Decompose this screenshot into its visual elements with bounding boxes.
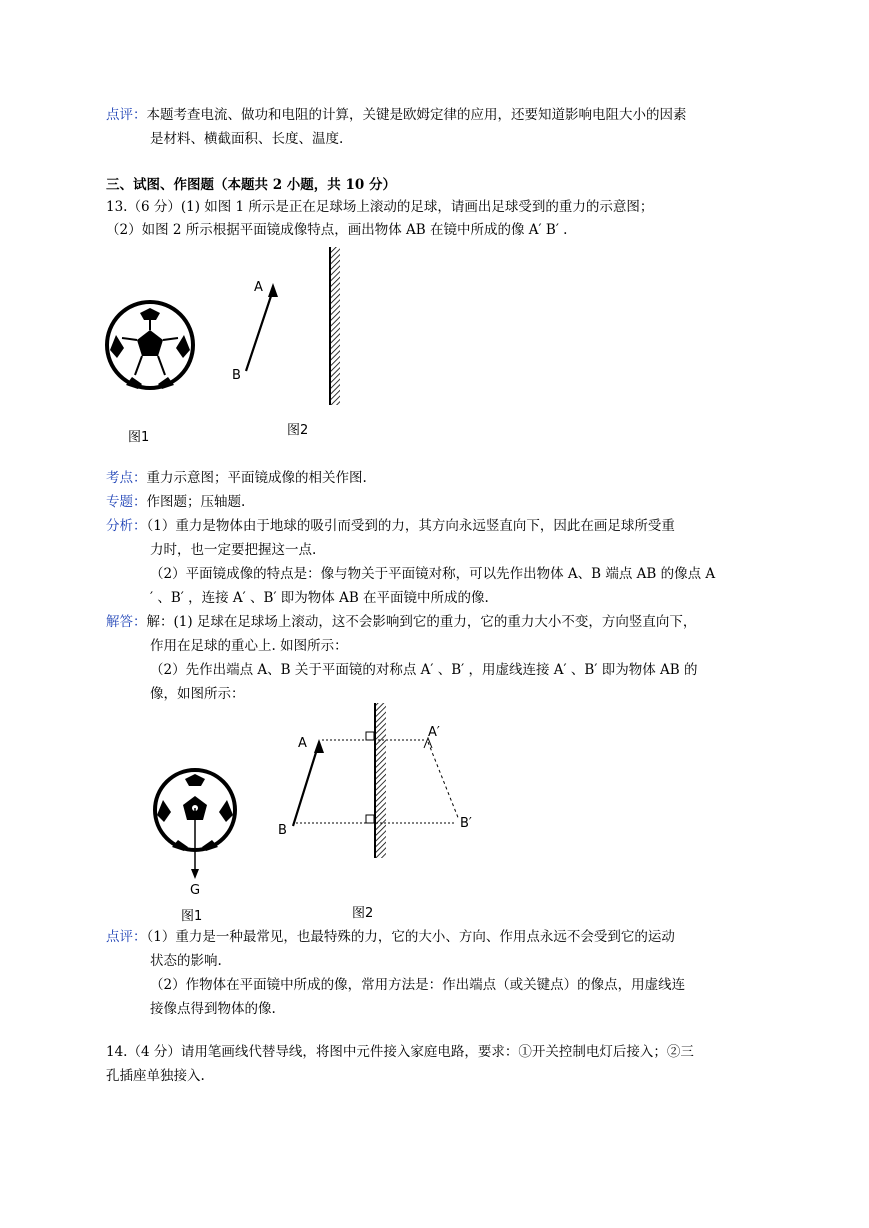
jieda-text: 解：(1) 足球在足球场上滚动，这不会影响到它的重力，它的重力大小不变，方向竖直向下， [146,614,697,630]
question-14-line1: 14.（4 分）请用笔画线代替导线，将图中元件接入家庭电路，要求：①开关控制电灯后接入；②三 [106,1044,694,1060]
section-heading: 三、试图、作图题（本题共 2 小题，共 10 分） [106,177,396,193]
fenxi-text-3: （2）平面镜成像的特点是：像与物关于平面镜对称，可以先作出物体 A、B 端点 AB 的像点 A [150,566,716,582]
zhuanti-label: 专题： [106,494,147,510]
answer-mirror [375,703,386,858]
label-b: B [232,368,241,383]
jieda-text-2: 作用在足球的重心上. 如图所示： [150,638,348,654]
fenxi-text: （1）重力是物体由于地球的吸引而受到的力，其方向永远竖直向下，因此在画足球所受重 [146,518,675,534]
review2-text-4: 接像点得到物体的像. [150,1001,276,1017]
kaodian-text: 重力示意图；平面镜成像的相关作图. [146,470,367,486]
jieda-text-3: （2）先作出端点 A、B 关于平面镜的对称点 A′ 、B′ ，用虚线连接 A′ 、B′ 即为物体 AB 的 [150,662,698,678]
fenxi-label: 分析： [106,518,147,534]
caption-figure-1: 图1 [128,430,150,445]
label-a-prime: A′ [428,725,440,740]
football-with-gravity-icon [155,770,235,898]
fenxi-text-4: ′ 、B′ ，连接 A′ 、B′ 即为物体 AB 在平面镜中所成的像. [150,590,489,606]
review2-text: （1）重力是一种最常见，也最特殊的力，它的大小、方向、作用点永远不会受到它的运动 [146,929,675,945]
review2-line [106,927,675,947]
kaodian-label: 考点： [106,470,147,486]
review-label: 点评： [106,107,147,123]
label-b: B [278,823,287,838]
question-13-line1: 13.（6 分）(1) 如图 1 所示是正在足球场上滚动的足球，请画出足球受到的重力的示意图； [106,199,654,215]
label-a: A [298,736,307,751]
review-text: 本题考查电流、做功和电阻的计算，关键是欧姆定律的应用，还要知道影响电阻大小的因素 [146,107,687,123]
fenxi-text-2: 力时，也一定要把握这一点. [150,542,317,558]
zhuanti-text: 作图题；压轴题. [146,494,246,510]
label-a: A [254,280,263,295]
review2-text-2: 状态的影响. [150,953,222,969]
answer-caption-figure-2: 图2 [352,906,374,921]
jieda-text-4: 像，如图所示： [150,686,245,702]
label-g: G [190,883,201,898]
review2-label: 点评： [106,929,147,945]
review-text-cont: 是材料、横截面积、长度、温度. [150,131,344,147]
label-b-prime: B′ [460,816,472,831]
jieda-label: 解答： [106,614,147,630]
question-13-line2: （2）如图 2 所示根据平面镜成像特点，画出物体 AB 在镜中所成的像 A′ B′ . [106,222,568,238]
review2-text-3: （2）作物体在平面镜中所成的像，常用方法是：作出端点（或关键点）的像点，用虚线连 [150,977,686,993]
caption-figure-2: 图2 [287,423,309,438]
question-14-line2: 孔插座单独接入. [106,1068,205,1084]
answer-caption-figure-1: 图1 [181,909,203,924]
